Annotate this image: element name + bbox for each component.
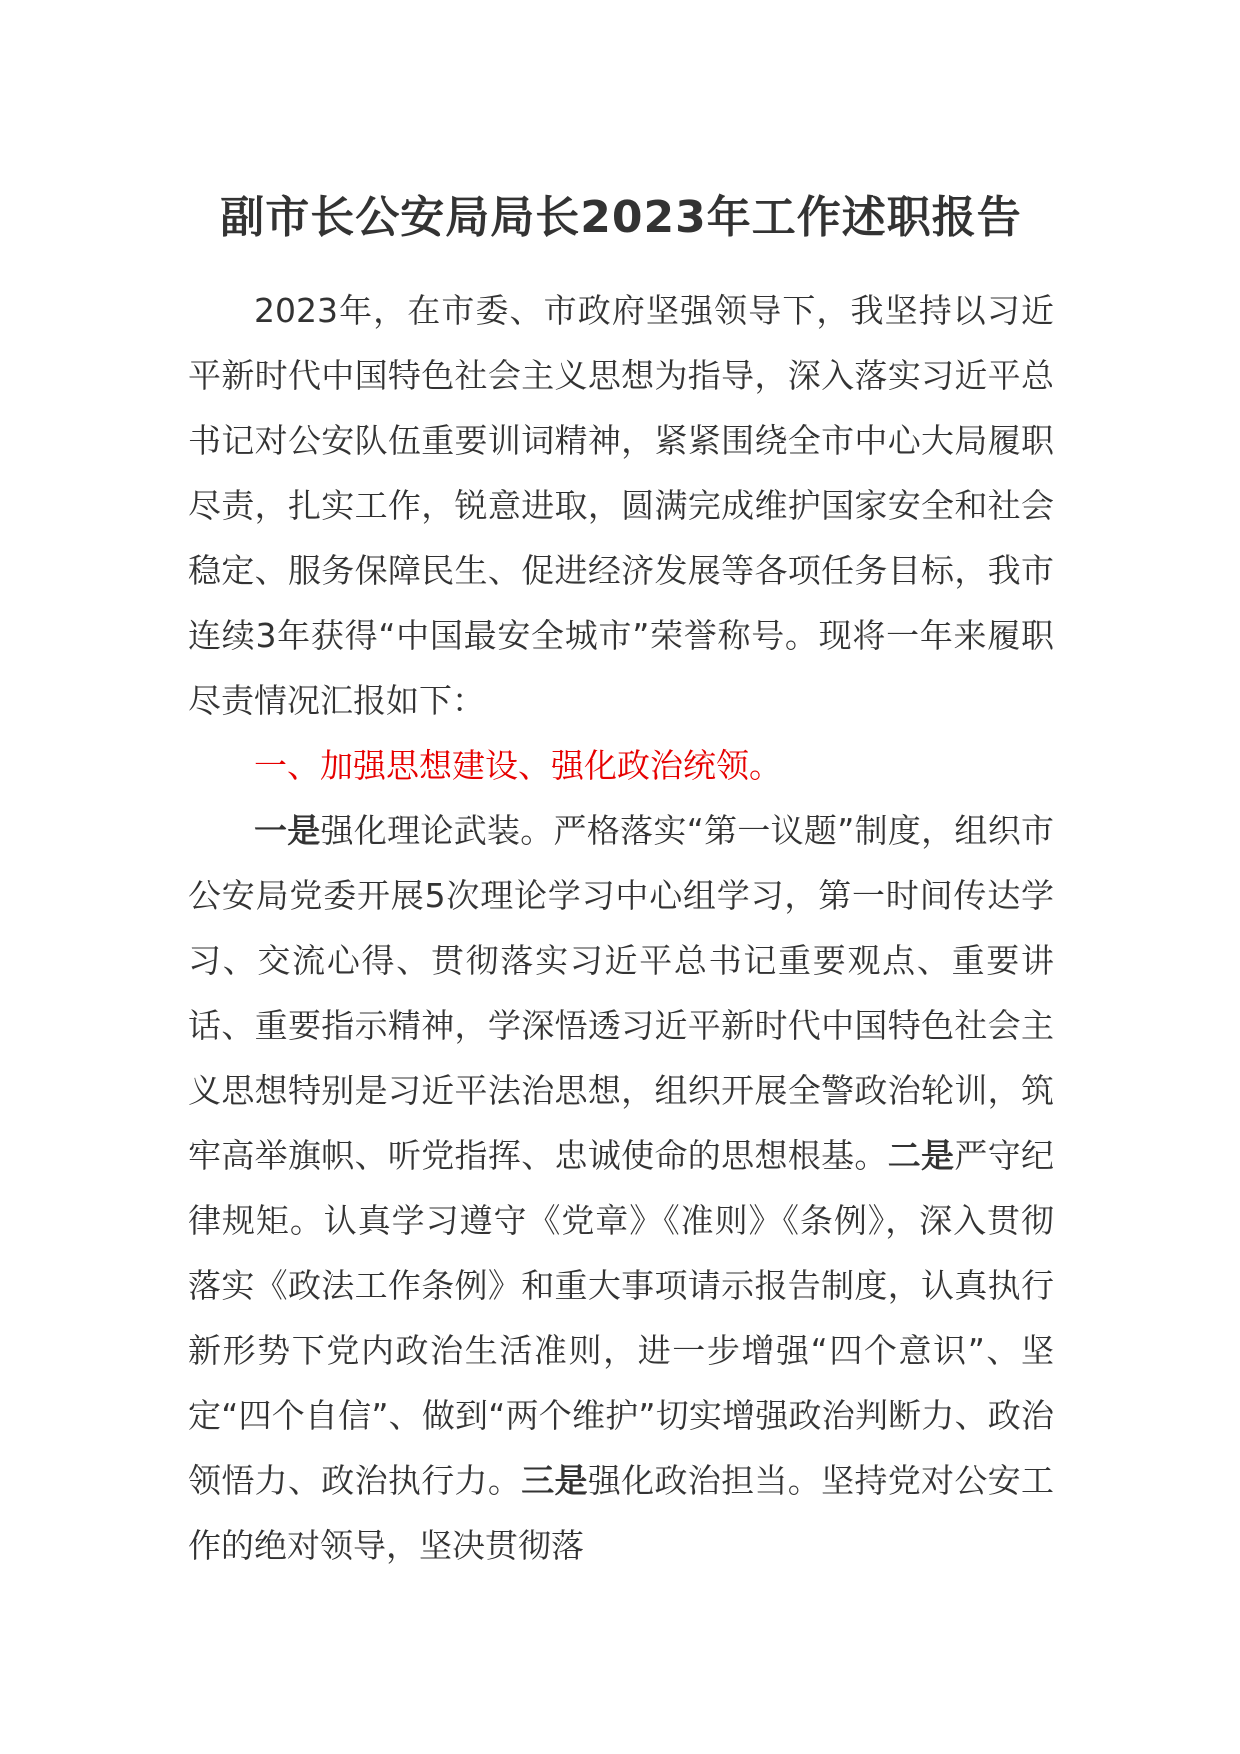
point-two-text: 严守纪律规矩。认真学习遵守《党章》《准则》《条例》，深入贯彻落实《政法工作条例》和重大事项请示报告制度，认真执行新形势下党内政治生活准则，进一步增强“四个意识”、坚定“四个自信”、做到“两个维护”切实增强政治判断力、政治领悟力、政治执行力。 [188, 1136, 1055, 1500]
point-one-text: 强化理论武装。严格落实“第一议题”制度，组织市公安局党委开展5次理论学习中心组学习，第一时间传达学习、交流心得、贯彻落实习近平总书记重要观点、重要讲话、重要指示精神，学深悟透习近平新时代中国特色社会主义思想特别是习近平法治思想，组织开展全警政治轮训，筑牢高举旗帜、听党指挥、忠诚使命的思想根基。 [188, 811, 1055, 1175]
point-one-lead: 一是 [254, 811, 321, 850]
document-title: 副市长公安局局长2023年工作述职报告 [220, 192, 1022, 243]
section-paragraph [188, 798, 1054, 1578]
point-three-lead: 三是 [521, 1461, 588, 1500]
point-three-text: 强化政治担当。坚持党对公安工作的绝对领导，坚决贯彻落 [188, 1461, 1055, 1565]
point-two-lead: 二是 [887, 1136, 955, 1175]
intro-paragraph: 2023年，在市委、市政府坚强领导下，我坚持以习近平新时代中国特色社会主义思想为指导，深入落实习近平总书记对公安队伍重要训词精神，紧紧围绕全市中心大局履职尽责，扎实工作，锐意进取，圆满完成维护国家安全和社会稳定、服务保障民生、促进经济发展等各项任务目标，我市连续3年获得“中国最安全城市”荣誉称号。现将一年来履职尽责情况汇报如下： [188, 291, 1054, 720]
section-heading: 一、加强思想建设、强化政治统领。 [254, 746, 782, 785]
document-body [188, 278, 1054, 1578]
